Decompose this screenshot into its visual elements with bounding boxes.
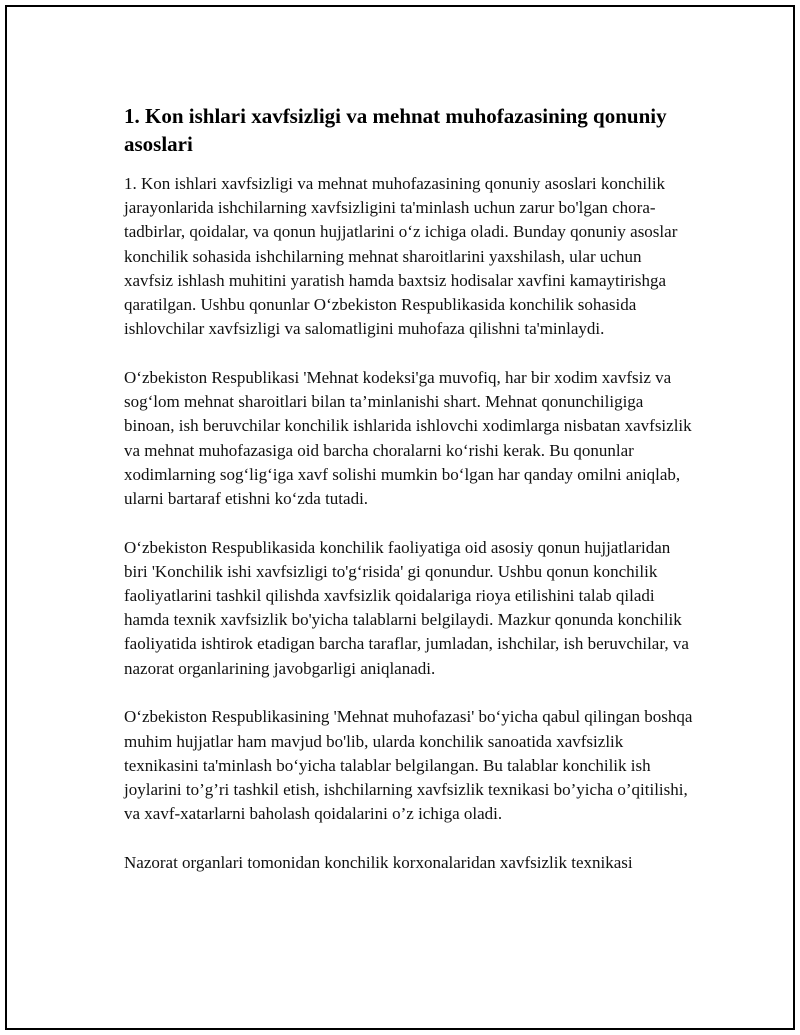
paragraph-2: O‘zbekiston Respublikasi 'Mehnat kodeksi'ga muvofiq, har bir xodim xavfsiz va sog‘lom mehnat sharoitlari bilan ta’minlanishi shart. Mehnat qonunchiligiga binoan, ish beruvchilar konchilik ishlarida ishlovchi xodimlarga nisbatan xavfsizlik va mehnat muhofazasiga oid barcha choralarni ko‘rishi kerak. Bu qonunlar xodimlarning sog‘lig‘iga xavf solishi mumkin bo‘lgan har qanday omilni aniqlab, ularni bartaraf etishni ko‘zda tutadi. bbox=[124, 367, 692, 508]
paragraph-4: O‘zbekiston Respublikasining 'Mehnat muhofazasi' bo‘yicha qabul qilingan boshqa muhim hujjatlar ham mavjud bo'lib, ularda konchilik sanoatida xavfsizlik texnikasini ta'minlash bo‘yicha talablar belgilangan. Bu talablar konchilik ish joylarini to’g’ri tashkil etish, ishchilarning xavfsizlik texnikasi bo’yicha o’qitilishi, va xavf-xatarlarni baholash qoidalarini o’z ichiga oladi. bbox=[124, 707, 693, 824]
paragraph-3: O‘zbekiston Respublikasida konchilik faoliyatiga oid asosiy qonun hujjatlaridan biri 'Konchilik ishi xavfsizligi to'g‘risida' gi qonundur. Ushbu qonun konchilik faoliyatlarini tashkil qilishda xavfsizlik qoidalariga rioya etilishini talab qiladi hamda texnik xavfsizlik bo'yicha talablarni belgilaydi. Mazkur qonunda konchilik faoliyatida ishtirok etadigan barcha taraflar, jumladan, ishchilar, ish beruvchilar, va nazorat organlarining javobgarligi aniqlanadi. bbox=[124, 537, 689, 678]
paragraph-5: Nazorat organlari tomonidan konchilik korxonalaridan xavfsizlik texnikasi bbox=[124, 852, 633, 872]
document-body bbox=[124, 102, 694, 900]
page-frame bbox=[5, 5, 795, 1030]
document-title: 1. Kon ishlari xavfsizligi va mehnat muhofazasining qonuniy asoslari bbox=[124, 104, 667, 156]
paragraph-1: 1. Kon ishlari xavfsizligi va mehnat muhofazasining qonuniy asoslari konchilik jarayonlarida ishchilarning xavfsizligini ta'minlash uchun zarur bo'lgan chora-tadbirlar, qoidalar, va qonun hujjatlarini o‘z ichiga oladi. Bunday qonuniy asoslar konchilik sohasida ishchilarning mehnat sharoitlarini yaxshilash, ular uchun xavfsiz ishlash muhitini yaratish hamda baxtsiz hodisalar xavfini kamaytirishga qaratilgan. Ushbu qonunlar O‘zbekiston Respublikasida konchilik sohasida ishlovchilar xavfsizligi va salomatligini muhofaza qilishni ta'minlaydi. bbox=[124, 174, 678, 339]
